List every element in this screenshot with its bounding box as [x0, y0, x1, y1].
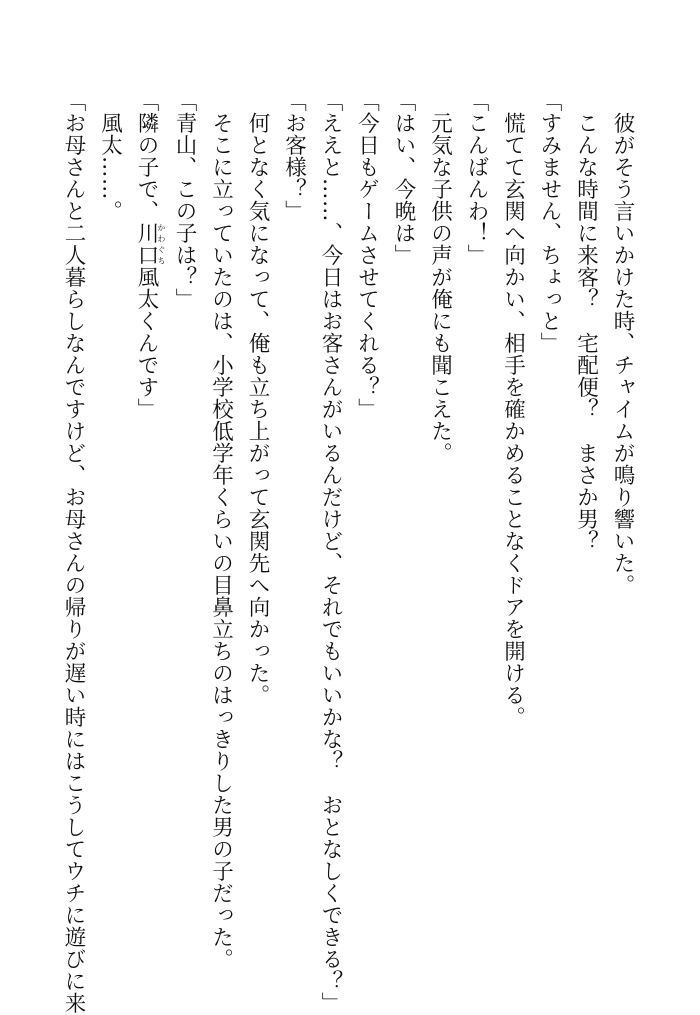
text-line-8: 「今日もゲームさせてくれる？」 [354, 90, 380, 420]
text-line-2: こんな時間に来客？ 宅配便？ まさか男？ [573, 111, 599, 552]
text-line-4: 慌てて玄関へ向かい、相手を確かめることなくドアを開ける。 [500, 111, 526, 728]
text-line-14-before: 「隣の子で、 [134, 90, 159, 222]
text-line-16: 「お母さんと二人暮らしなんですけど、お母さんの帰りが遅い時にはこうしてウチに遊びに来 [61, 90, 86, 1014]
vertical-text-body [55, 90, 641, 1014]
text-line-9: 「ええと……、今日はお客さんがいるんだけど、それでもいいかな？ おとなしくできる？」 [318, 90, 343, 1014]
text-line-13: 「青山、この子は？」 [172, 90, 197, 310]
text-line-10: 「お客様？」 [281, 90, 307, 222]
text-line-7: 「はい、今晩は」 [391, 90, 416, 266]
ruby-reading: かわぐち [157, 222, 166, 266]
text-line-15: 風太……。 [97, 111, 123, 222]
ruby-base: 川口 [134, 222, 159, 266]
text-line-14-after: 風太くんです」 [134, 266, 159, 420]
text-line-14 [128, 90, 166, 970]
text-line-5: 「こんばんわ！」 [464, 90, 489, 266]
text-line-12: そこに立っていたのは、小学校低学年くらいの目鼻立ちのはっきりした男の子だった。 [208, 111, 234, 970]
furigana-kawaguchi [134, 222, 166, 266]
text-line-3: 「すみません、ちょっと」 [537, 90, 562, 354]
text-line-11: 何となく気になって、俺も立ち上がって玄関先へ向かった。 [245, 111, 270, 706]
text-line-6: 元気な子供の声が俺にも聞こえた。 [427, 111, 453, 464]
text-line-1: 彼がそう言いかけた時、チャイムが鳴り響いた。 [610, 111, 635, 596]
